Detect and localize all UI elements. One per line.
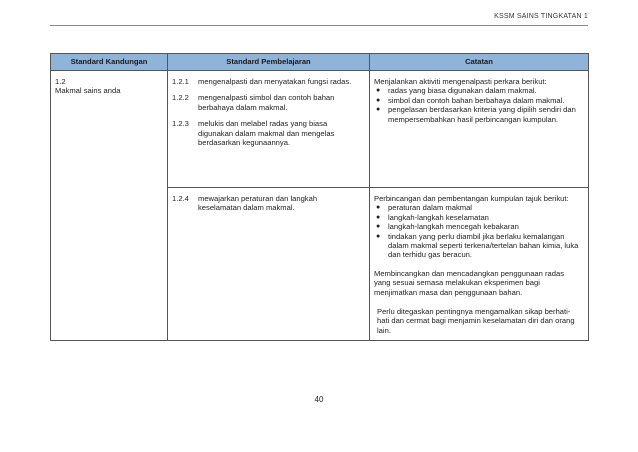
learning-standard-text: mewajarkan peraturan dan langkah keselamatan dalam makmal. [198, 194, 318, 213]
learning-standard-text: mengenalpasti dan menyatakan fungsi radas. [198, 77, 352, 86]
header-standard-kandungan: Standard Kandungan [51, 54, 168, 71]
learning-standard-item [172, 194, 365, 213]
note-paragraph: Membincangkan dan mencadangkan penggunaan radas yang sesuai semasa melakukan eksperimen bagi menjimatkan masa dan penggunaan bahan. [374, 268, 564, 297]
catatan-cell [370, 71, 589, 188]
learning-standard-code: 1.2.4 [172, 194, 189, 203]
kandungan-cell [51, 71, 168, 341]
note-intro: Perbincangan dan pembentangan kumpulan tajuk berikut: [374, 194, 569, 203]
catatan-cell [370, 188, 589, 341]
learning-standard-item [172, 119, 365, 147]
list-item: ● tindakan yang perlu diambil jika berlaku kemalangan dalam makmal seperti terkena/tertelan bahan kimia, luka dan terhidu gas beracun. [376, 231, 579, 260]
running-header: KSSM SAINS TINGKATAN 1 [494, 13, 588, 20]
list-item: ● langkah-langkah keselamatan [376, 212, 489, 222]
bullet-icon: ● [376, 96, 381, 104]
kandungan-title: Makmal sains anda [55, 86, 121, 96]
table-row [51, 71, 589, 188]
learning-standard-text: melukis dan melabel radas yang biasa digunakan dalam makmal dan mengelas berdasarkan kegunaannya. [198, 119, 335, 148]
pembelajaran-cell [168, 71, 370, 188]
list-item: ● pengelasan berdasarkan kriteria yang dipilih sendiri dan mempersembahkan hasil perbincangan kumpulan. [376, 105, 576, 124]
list-item: ● radas yang biasa digunakan dalam makmal. [376, 86, 537, 96]
learning-standard-item [172, 93, 365, 112]
note-paragraph: Perlu ditegaskan pentingnya mengamalkan sikap berhati-hati dan cermat bagi menjamin keselamatan diri dan orang lain. [377, 307, 575, 335]
bullet-icon: ● [376, 204, 381, 212]
learning-standard-text: mengenalpasti simbol dan contoh bahan berbahaya dalam makmal. [198, 93, 335, 112]
kandungan-code: 1.2 [55, 77, 66, 86]
learning-standard-code: 1.2.2 [172, 93, 189, 103]
note-bullet-list [374, 86, 584, 124]
bullet-icon: ● [376, 232, 381, 240]
curriculum-table [50, 53, 589, 341]
page-number: 40 [314, 395, 324, 404]
pembelajaran-cell [168, 188, 370, 341]
note-intro: Menjalankan aktiviti mengenalpasti perkara berikut: [374, 77, 547, 86]
table-header-row [51, 54, 589, 71]
bullet-icon: ● [376, 213, 381, 221]
header-standard-pembelajaran: Standard Pembelajaran [168, 54, 370, 71]
bullet-icon: ● [376, 223, 381, 231]
header-divider [50, 25, 588, 26]
learning-standard-code: 1.2.3 [172, 119, 189, 129]
bullet-icon: ● [376, 87, 381, 95]
note-bullet-list [374, 203, 584, 259]
learning-standard-item [172, 77, 365, 86]
learning-standard-code: 1.2.1 [172, 77, 189, 86]
list-item: ● langkah-langkah mencegah kebakaran [376, 222, 519, 232]
list-item: ● simbol dan contoh bahan berbahaya dalam makmal. [376, 95, 565, 105]
bullet-icon: ● [376, 106, 381, 114]
list-item: ● peraturan dalam makmal [376, 203, 472, 213]
header-catatan: Catatan [370, 54, 589, 71]
